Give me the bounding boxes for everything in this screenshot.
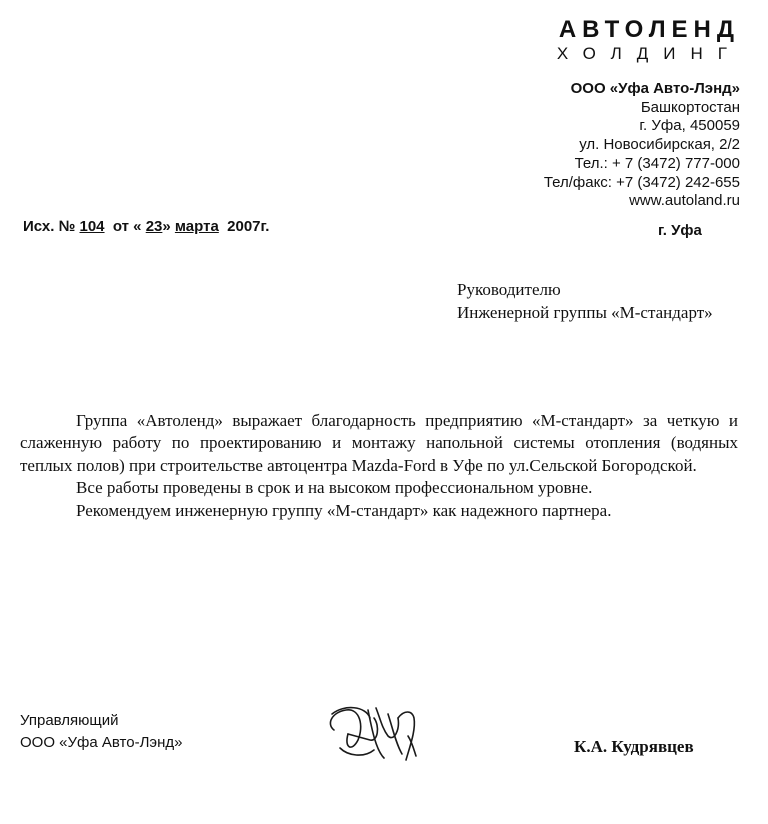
- address-region: Башкортостан: [640, 98, 740, 116]
- body-paragraph-2: Все работы проведены в срок и на высоком профессиональном уровне.: [76, 478, 593, 498]
- company-address-block: [544, 80, 740, 211]
- body-paragraph-1: Группа «Автоленд» выражает благодарность предприятию «М-стандарт» за четкую и слаженную работу по проектированию и монтажу напольной системы отопления (водяных теплых полов) при строительстве автоцентра Mazda-Ford в Уфе по ул.Сельской Богородской.: [20, 411, 738, 475]
- city-label: г. Уфа: [658, 222, 702, 239]
- address-website: www.autoland.ru: [629, 192, 740, 210]
- recipient-block: [457, 278, 713, 324]
- outgoing-day: 23: [145, 218, 163, 235]
- recipient-organization: Инженерной группы «М-стандарт»: [457, 303, 713, 322]
- logo-wordmark: АВТОЛЕНД: [558, 16, 740, 43]
- signatory-title-block: [20, 710, 182, 754]
- letter-body: [20, 410, 738, 522]
- body-paragraph-3: Рекомендуем инженерную группу «М-стандарт» как надежного партнера.: [76, 500, 612, 520]
- handwritten-signature: [318, 696, 428, 777]
- signatory-company: ООО «Уфа Авто-Лэнд»: [20, 734, 183, 751]
- outgoing-month: марта: [174, 218, 219, 235]
- outgoing-reference: [23, 218, 269, 235]
- outgoing-year: 2007г.: [227, 218, 270, 235]
- recipient-title: Руководителю: [457, 280, 561, 299]
- outgoing-prefix: Исх. №: [23, 218, 76, 235]
- address-city: г. Уфа, 450059: [639, 117, 740, 135]
- signatory-position: Управляющий: [20, 712, 119, 729]
- signature-graphic: [318, 696, 428, 772]
- company-name: ООО «Уфа Авто-Лэнд»: [570, 80, 740, 97]
- outgoing-day-close: »: [162, 218, 171, 235]
- address-fax: Тел/факс: +7 (3472) 242-655: [543, 173, 740, 191]
- outgoing-number: 104: [79, 218, 105, 235]
- address-phone: Тел.: + 7 (3472) 777-000: [574, 154, 740, 172]
- outgoing-from-label: от «: [112, 218, 142, 235]
- address-street: ул. Новосибирская, 2/2: [579, 136, 740, 154]
- signer-name: К.А. Кудрявцев: [574, 737, 694, 756]
- logo-subtitle: ХОЛДИНГ: [556, 44, 742, 63]
